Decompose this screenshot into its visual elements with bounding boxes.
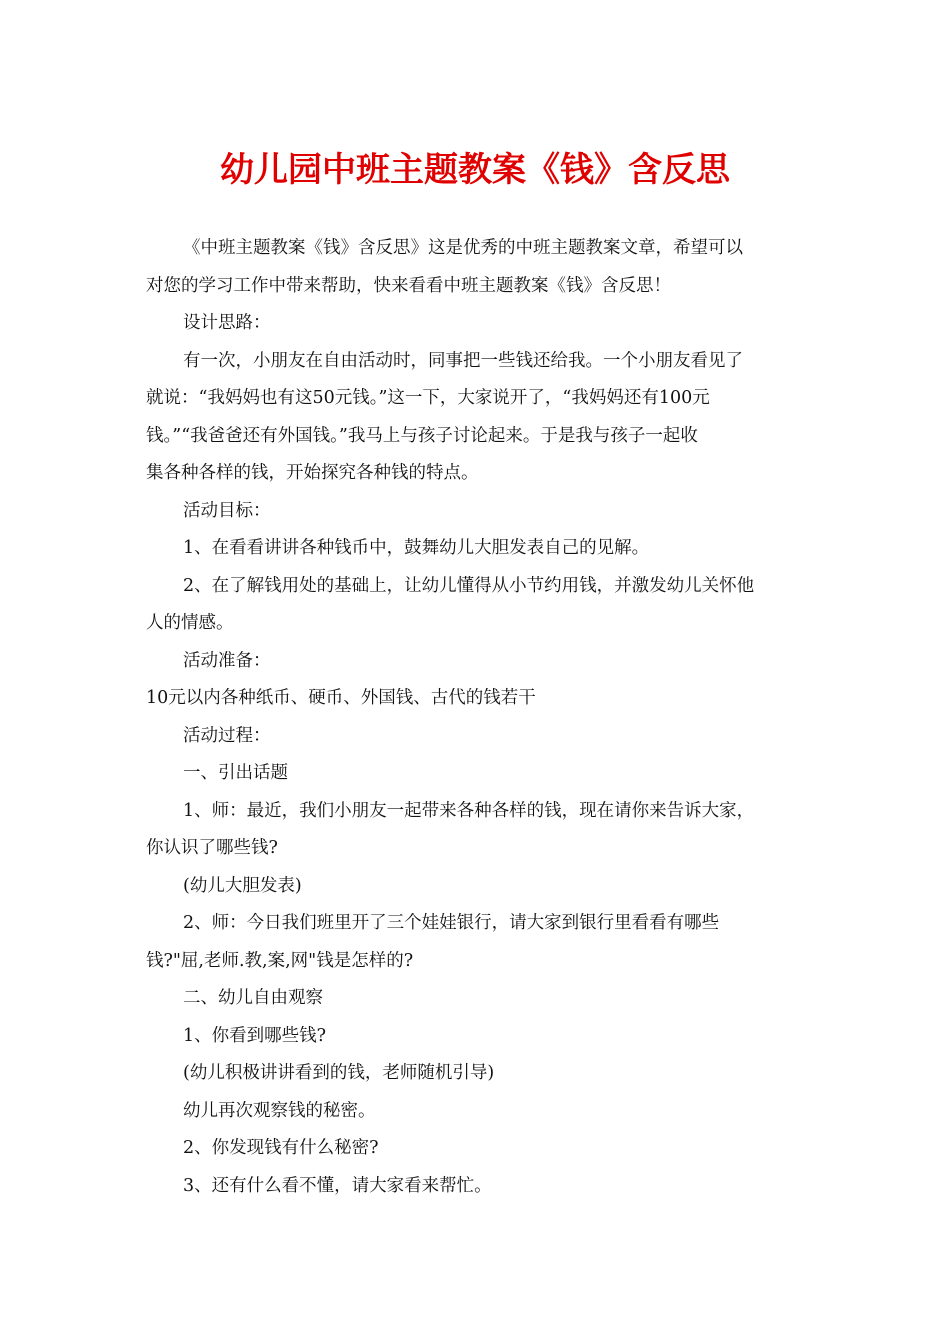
paragraph-line: 幼儿再次观察钱的秘密。 xyxy=(183,1100,376,1121)
paragraph-line: 钱?"屈,老师.教,案,网"钱是怎样的? xyxy=(146,950,414,971)
paragraph xyxy=(146,1130,806,1168)
paragraph xyxy=(146,905,806,980)
paragraph xyxy=(146,755,806,793)
paragraph-line: 活动准备： xyxy=(183,650,271,671)
paragraph xyxy=(146,1055,806,1093)
paragraph-line: (幼儿大胆发表) xyxy=(183,875,302,896)
paragraph xyxy=(146,343,806,493)
paragraph-line: 活动目标： xyxy=(183,500,271,521)
paragraph-line: 有一次，小朋友在自由活动时，同事把一些钱还给我。一个小朋友看见了 xyxy=(183,350,743,371)
paragraph xyxy=(146,793,806,868)
paragraph-line: 你认识了哪些钱? xyxy=(146,838,278,858)
paragraph-line: 二、幼儿自由观察 xyxy=(183,988,323,1008)
document-body xyxy=(146,230,806,1205)
paragraph xyxy=(146,305,806,343)
paragraph xyxy=(146,1168,806,1206)
paragraph xyxy=(146,980,806,1018)
paragraph xyxy=(146,230,806,305)
paragraph xyxy=(146,1093,806,1131)
paragraph-line: 人的情感。 xyxy=(146,613,234,633)
paragraph xyxy=(146,868,806,906)
paragraph-line: 对您的学习工作中带来帮助，快来看看中班主题教案《钱》含反思！ xyxy=(146,275,671,296)
paragraph xyxy=(146,680,806,718)
paragraph-line: (幼儿积极讲讲看到的钱，老师随机引导) xyxy=(183,1063,495,1083)
paragraph xyxy=(146,493,806,531)
paragraph-line: 1、你看到哪些钱? xyxy=(183,1025,327,1046)
paragraph-line: 《中班主题教案《钱》含反思》这是优秀的中班主题教案文章，希望可以 xyxy=(183,238,743,258)
paragraph-line: 1、师：最近，我们小朋友一起带来各种各样的钱，现在请你来告诉大家， xyxy=(183,800,755,821)
paragraph-line: 2、你发现钱有什么秘密? xyxy=(183,1138,379,1158)
paragraph-line: 集各种各样的钱，开始探究各种钱的特点。 xyxy=(146,463,479,483)
paragraph-line: 2、在了解钱用处的基础上，让幼儿懂得从小节约用钱，并激发幼儿关怀他 xyxy=(183,575,755,596)
paragraph xyxy=(146,1018,806,1056)
paragraph-line: 钱。”“我爸爸还有外国钱。”我马上与孩子讨论起来。于是我与孩子一起收 xyxy=(146,425,698,446)
paragraph-line: 10元以内各种纸币、硬币、外国钱、古代的钱若干 xyxy=(146,688,536,708)
document-title: 幼儿园中班主题教案《钱》含反思 xyxy=(220,150,730,190)
paragraph-line: 2、师：今日我们班里开了三个娃娃银行，请大家到银行里看看有哪些 xyxy=(183,913,720,933)
paragraph-line: 3、还有什么看不懂，请大家看来帮忙。 xyxy=(183,1175,492,1196)
paragraph-line: 就说：“我妈妈也有这50元钱。”这一下，大家说开了，“我妈妈还有100元 xyxy=(146,388,710,408)
paragraph xyxy=(146,718,806,756)
paragraph-line: 活动过程： xyxy=(183,725,271,746)
paragraph-line: 设计思路： xyxy=(183,313,271,333)
paragraph xyxy=(146,643,806,681)
paragraph-line: 1、在看看讲讲各种钱币中，鼓舞幼儿大胆发表自己的见解。 xyxy=(183,538,650,558)
paragraph xyxy=(146,568,806,643)
paragraph-line: 一、引出话题 xyxy=(183,763,288,783)
paragraph xyxy=(146,530,806,568)
